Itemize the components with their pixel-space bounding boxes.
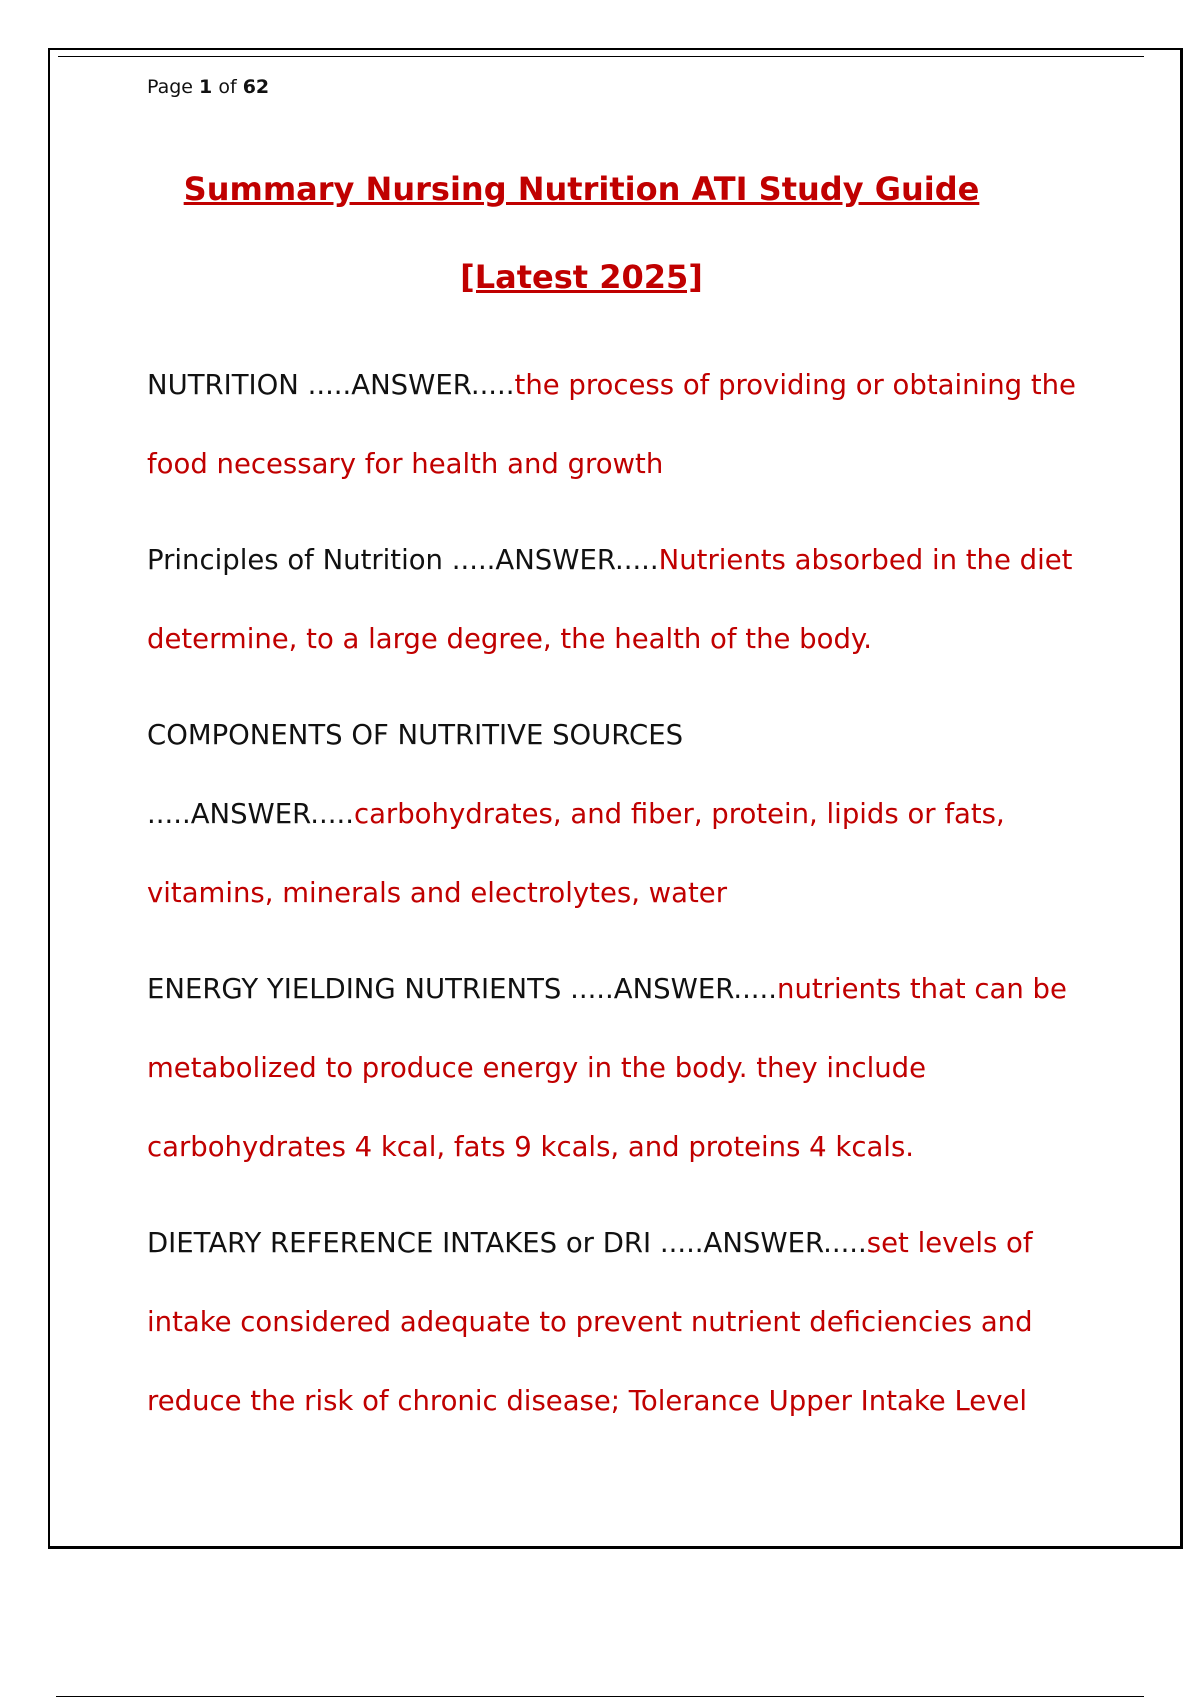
qa-entry-principles [147,521,1077,679]
current-page-number: 1 [199,76,213,98]
study-guide-body [147,346,1077,1458]
page-of-label: of [218,76,237,98]
total-pages-number: 62 [242,76,270,98]
entry-term: COMPONENTS OF NUTRITIVE SOURCES .....ANSWER..... [147,719,684,830]
page-indicator [147,76,269,98]
page-label: Page [147,76,193,98]
qa-entry-energy-yielding [147,950,1077,1187]
entry-term: Principles of Nutrition .....ANSWER..... [147,544,659,576]
document-page [48,48,1183,1549]
qa-entry-nutrition [147,346,1077,504]
document-title: Summary Nursing Nutrition ATI Study Guide [Latest 2025] [183,170,980,296]
entry-answer: nutrients that can be metabolized to produce energy in the body. they include carbohydrates 4 kcal, fats 9 kcals, and proteins 4 kcals. [147,973,1067,1163]
qa-entry-components [147,696,1077,933]
header-rule [58,56,1144,57]
qa-entry-dri [147,1204,1077,1441]
next-page-rule [56,1696,1144,1697]
entry-term: ENERGY YIELDING NUTRIENTS .....ANSWER..... [147,973,778,1005]
entry-answer: set levels of intake considered adequate to prevent nutrient deficiencies and reduce the risk of chronic disease; Tolerance Upper Intake Level [147,1227,1033,1417]
entry-answer: carbohydrates, and fiber, protein, lipids or fats, vitamins, minerals and electrolytes, water [147,798,1005,909]
entry-term: DIETARY REFERENCE INTAKES or DRI .....ANSWER..... [147,1227,867,1259]
entry-answer: the process of providing or obtaining the food necessary for health and growth [147,369,1076,480]
entry-term: NUTRITION .....ANSWER..... [147,369,515,401]
entry-answer: Nutrients absorbed in the diet determine, to a large degree, the health of the body. [147,544,1073,655]
